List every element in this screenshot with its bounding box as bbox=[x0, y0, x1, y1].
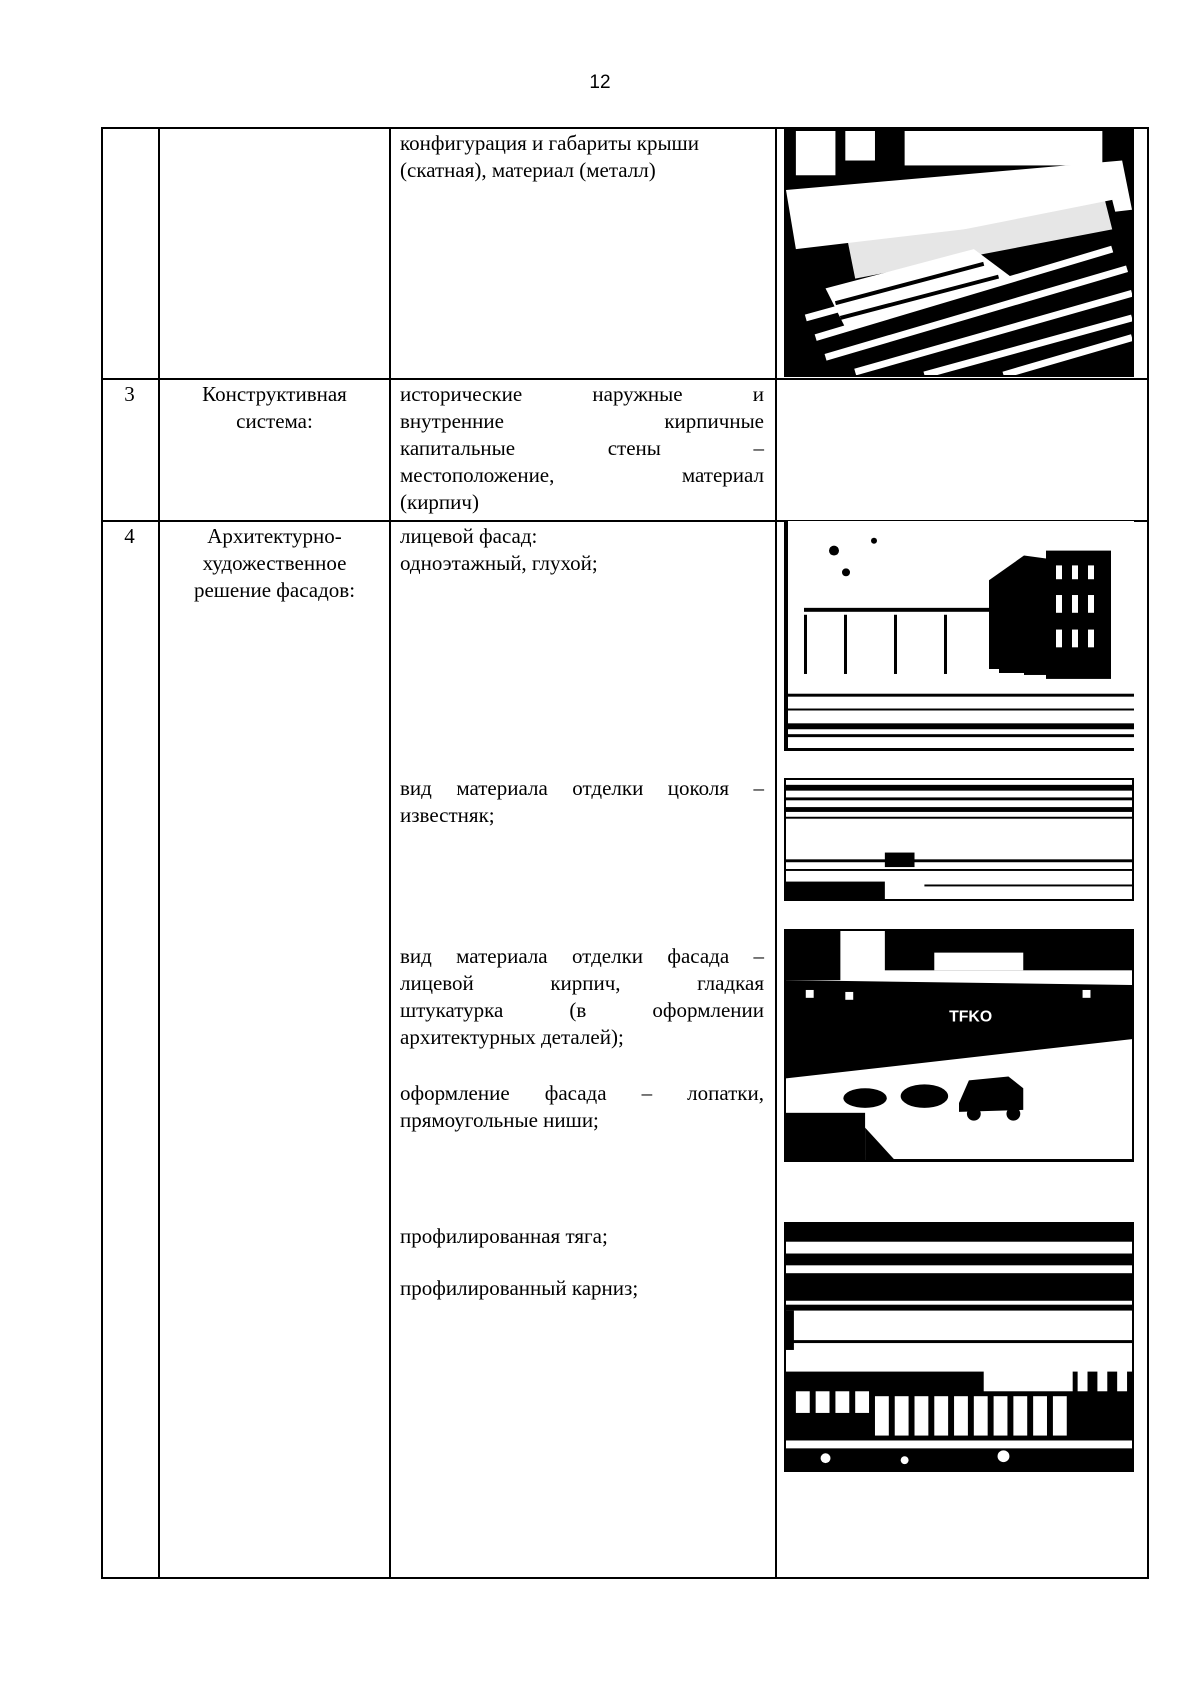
text-line: исторические наружные и bbox=[400, 382, 764, 406]
facade-photo bbox=[784, 521, 1134, 751]
text-line: лицевой кирпич, гладкая bbox=[400, 971, 764, 995]
page-number: 12 bbox=[589, 72, 611, 93]
text-line: оформление фасада – лопатки, bbox=[400, 1081, 764, 1105]
text-line: вид материала отделки фасада – bbox=[400, 944, 764, 968]
structural-description bbox=[400, 381, 764, 516]
text-line: вид материала отделки цоколя – bbox=[400, 776, 764, 800]
text-line: известняк; bbox=[400, 803, 495, 827]
text-line: штукатурка (в оформлении bbox=[400, 998, 764, 1022]
table-divider bbox=[389, 128, 391, 1578]
belt-course-block bbox=[400, 1223, 764, 1250]
text-line: художественное bbox=[202, 551, 347, 575]
text-line: одноэтажный, глухой; bbox=[400, 551, 598, 575]
table-border-left bbox=[101, 128, 103, 1578]
facade-material-photo bbox=[784, 929, 1134, 1162]
facade-material-block bbox=[400, 943, 764, 1051]
text-line: капитальные стены – bbox=[400, 436, 764, 460]
cornice-block bbox=[400, 1275, 764, 1302]
sign-text: TFKO bbox=[949, 1008, 993, 1026]
plinth-photo bbox=[784, 778, 1134, 901]
text-line: внутренние кирпичные bbox=[400, 409, 764, 433]
cornice-photo bbox=[784, 1222, 1134, 1472]
plinth-block bbox=[400, 775, 764, 829]
text-line: конфигурация и габариты крыши bbox=[400, 131, 699, 155]
table-divider bbox=[158, 128, 160, 1578]
text-line: лицевой фасад: bbox=[400, 524, 538, 548]
roof-description bbox=[400, 130, 764, 184]
table-border-right bbox=[1147, 128, 1149, 1578]
table-border-bottom bbox=[101, 1577, 1149, 1579]
text-line: (скатная), материал (металл) bbox=[400, 158, 656, 182]
text-line: прямоугольные ниши; bbox=[400, 1108, 599, 1132]
row-number: 4 bbox=[124, 524, 135, 548]
text-line: Архитектурно- bbox=[207, 524, 342, 548]
row-number: 3 bbox=[124, 382, 135, 406]
table-divider bbox=[775, 128, 777, 1578]
table-row-divider bbox=[101, 378, 1149, 380]
facade-decor-block bbox=[400, 1080, 764, 1134]
text-line: система: bbox=[236, 409, 313, 433]
text-line bbox=[400, 130, 764, 157]
text-line: Конструктивная bbox=[202, 382, 347, 406]
roof-photo bbox=[784, 129, 1134, 377]
text-line: архитектурных деталей); bbox=[400, 1025, 624, 1049]
facade-block bbox=[400, 523, 764, 577]
row-title bbox=[160, 381, 389, 435]
text-line: профилированный карниз; bbox=[400, 1276, 639, 1300]
text-line: местоположение, материал bbox=[400, 463, 764, 487]
row-title bbox=[160, 523, 389, 604]
text-line: профилированная тяга; bbox=[400, 1224, 608, 1248]
text-line: решение фасадов: bbox=[193, 578, 356, 602]
text-line: (кирпич) bbox=[400, 490, 479, 514]
